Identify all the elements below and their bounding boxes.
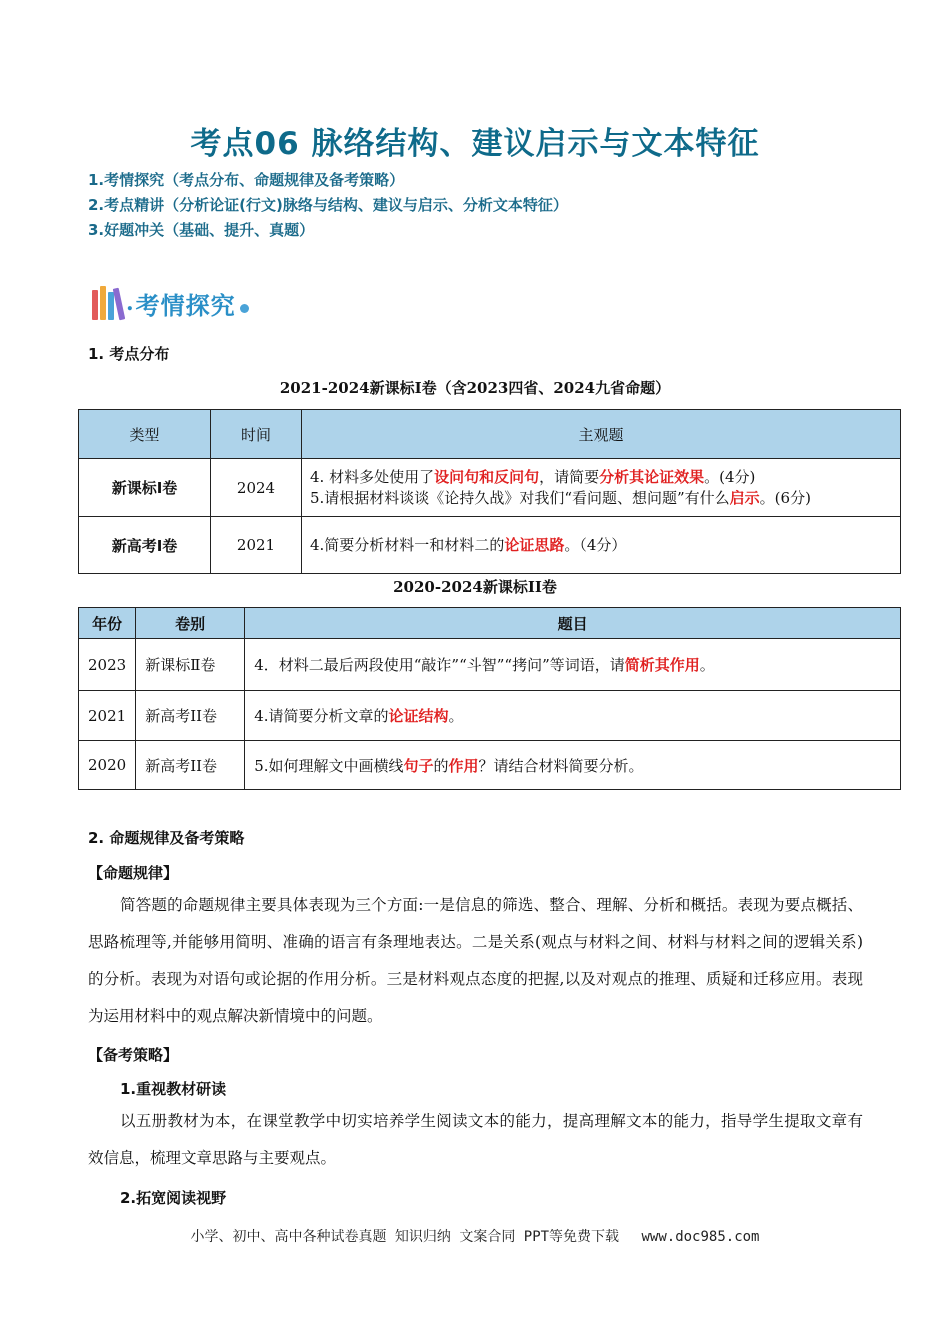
question-cell: [302, 459, 901, 517]
section-banner: . 考情探究: [92, 280, 249, 326]
banner-label: 考情探究: [135, 291, 236, 320]
banner-dot: [240, 304, 249, 313]
column-header: 时间: [211, 410, 302, 459]
page-footer: 小学、初中、高中各种试卷真题 知识归纳 文案合同 PPT等免费下载 www.doc985.com: [190, 1229, 760, 1245]
paper-cell: 新高考II卷: [136, 741, 245, 790]
paper-type: 新高考Ⅰ卷: [79, 517, 211, 574]
question-cell: 4.简要分析材料一和材料二的论证思路。（4分）: [302, 517, 901, 574]
exam-distribution-table: [78, 409, 901, 574]
year-cell: 2023: [79, 639, 136, 691]
question-cell: 4.请简要分析文章的论证结构。: [245, 691, 901, 741]
section-heading: 2. 命题规律及备考策略: [88, 829, 245, 847]
table-row: [79, 639, 901, 691]
books-icon: [92, 286, 122, 320]
toc-item: 1.考情探究（考点分布、命题规律及备考策略）: [88, 171, 405, 189]
section-heading: 1. 考点分布: [88, 345, 170, 363]
column-header: 类型: [79, 410, 211, 459]
column-header: 卷别: [136, 608, 245, 639]
table-caption: 2021-2024新课标Ⅰ卷（含2023四省、2024九省命题）: [279, 379, 671, 397]
paper-cell: 新课标Ⅱ卷: [136, 639, 245, 691]
question-cell: 5.如何理解文中画横线句子的作用？请结合材料简要分析。: [245, 741, 901, 790]
page-title: 考点06 脉络结构、建议启示与文本特征: [190, 126, 760, 162]
question-cell: 4．材料二最后两段使用“敲诈”“斗智”“拷问”等词语，请简析其作用。: [245, 639, 901, 691]
strategy-label: 【备考策略】: [88, 1046, 179, 1064]
toc-item: 3.好题冲关（基础、提升、真题）: [88, 221, 315, 239]
table-row: [79, 517, 901, 574]
rule-label: 【命题规律】: [88, 864, 179, 882]
table-header-row: [79, 608, 901, 639]
column-header: 主观题: [302, 410, 901, 459]
year-cell: 2024: [211, 459, 302, 517]
year-cell: 2021: [79, 691, 136, 741]
table-row: [79, 459, 901, 517]
rule-paragraph: 简答题的命题规律主要具体表现为三个方面:一是信息的筛选、整合、理解、分析和概括。表现为要点概括、思路梳理等,并能够用简明、准确的语言有条理地表达。二是关系(观点与材料之间、材料与材料之间的逻辑关系)的分析。表现为对语句或论据的作用分析。三是材料观点态度的把握,以及对观点的推理、质疑和迁移应用。表现为运用材料中的观点解决新情境中的问题。: [88, 896, 863, 1025]
paper-cell: 新高考II卷: [136, 691, 245, 741]
column-header: 题目: [245, 608, 901, 639]
strategy-subheading: 1.重视教材研读: [120, 1080, 227, 1098]
year-cell: 2020: [79, 741, 136, 790]
column-header: 年份: [79, 608, 136, 639]
strategy-paragraph: 以五册教材为本，在课堂教学中切实培养学生阅读文本的能力，提高理解文本的能力，指导学生提取文章有效信息，梳理文章思路与主要观点。: [88, 1112, 863, 1167]
paper-type: 新课标Ⅰ卷: [79, 459, 211, 517]
strategy-subheading: 2.拓宽阅读视野: [120, 1189, 227, 1207]
table-row: [79, 691, 901, 741]
table-header-row: [79, 410, 901, 459]
question-line: 5.请根据材料谈谈《论持久战》对我们“看问题、想问题”有什么启示。(6分): [310, 488, 811, 507]
toc-item: 2.考点精讲（分析论证(行文)脉络与结构、建议与启示、分析文本特征）: [88, 196, 568, 214]
table-caption: 2020-2024新课标II卷: [393, 578, 557, 596]
table-row: [79, 741, 901, 790]
table-of-contents: [88, 168, 568, 243]
year-cell: 2021: [211, 517, 302, 574]
question-line: 4. 材料多处使用了设问句和反问句，请简要分析其论证效果。(4分): [310, 467, 756, 486]
exam-questions-table: [78, 607, 901, 790]
